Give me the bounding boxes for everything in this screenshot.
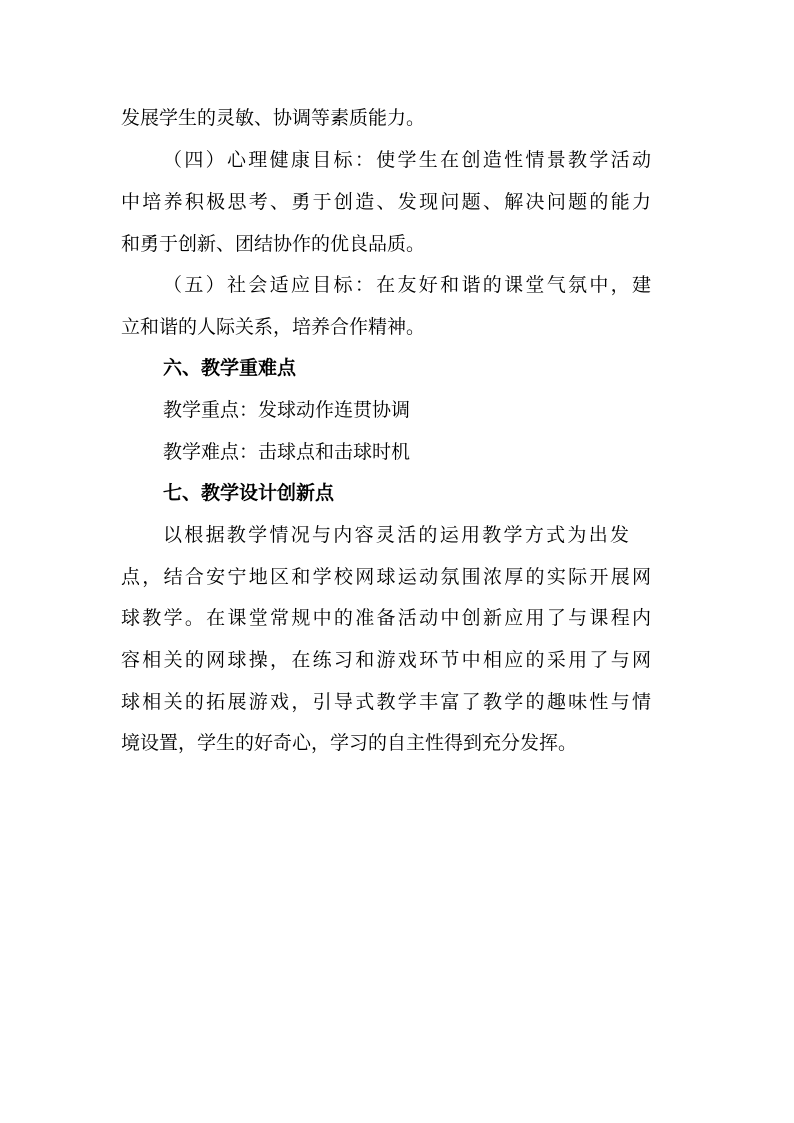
paragraph-line: 点，结合安宁地区和学校网球运动氛围浓厚的实际开展网 bbox=[121, 566, 651, 588]
section-heading: 七、教学设计创新点 bbox=[163, 482, 335, 504]
paragraph-line: 教学重点：发球动作连贯协调 bbox=[163, 399, 411, 421]
paragraph-line: 和勇于创新、团结协作的优良品质。 bbox=[121, 233, 426, 255]
section-heading: 六、教学重难点 bbox=[163, 357, 297, 379]
paragraph-line: 球教学。在课堂常规中的准备活动中创新应用了与课程内 bbox=[121, 607, 651, 629]
paragraph-line: 球相关的拓展游戏，引导式教学丰富了教学的趣味性与情 bbox=[121, 691, 651, 713]
paragraph-line: 以根据教学情况与内容灵活的运用教学方式为出发 bbox=[163, 524, 629, 546]
paragraph-line: 容相关的网球操，在练习和游戏环节中相应的采用了与网 bbox=[121, 649, 651, 671]
paragraph-line: 中培养积极思考、勇于创造、发现问题、解决问题的能力 bbox=[121, 191, 651, 213]
paragraph-line: 教学难点：击球点和击球时机 bbox=[163, 441, 411, 463]
paragraph-line: 立和谐的人际关系，培养合作精神。 bbox=[121, 316, 426, 338]
paragraph-line: （五）社会适应目标：在友好和谐的课堂气氛中，建 bbox=[163, 274, 651, 296]
paragraph-line: （四）心理健康目标：使学生在创造性情景教学活动 bbox=[163, 149, 651, 171]
paragraph-line: 境设置，学生的好奇心，学习的自主性得到充分发挥。 bbox=[121, 732, 578, 754]
paragraph-line: 发展学生的灵敏、协调等素质能力。 bbox=[121, 107, 426, 129]
